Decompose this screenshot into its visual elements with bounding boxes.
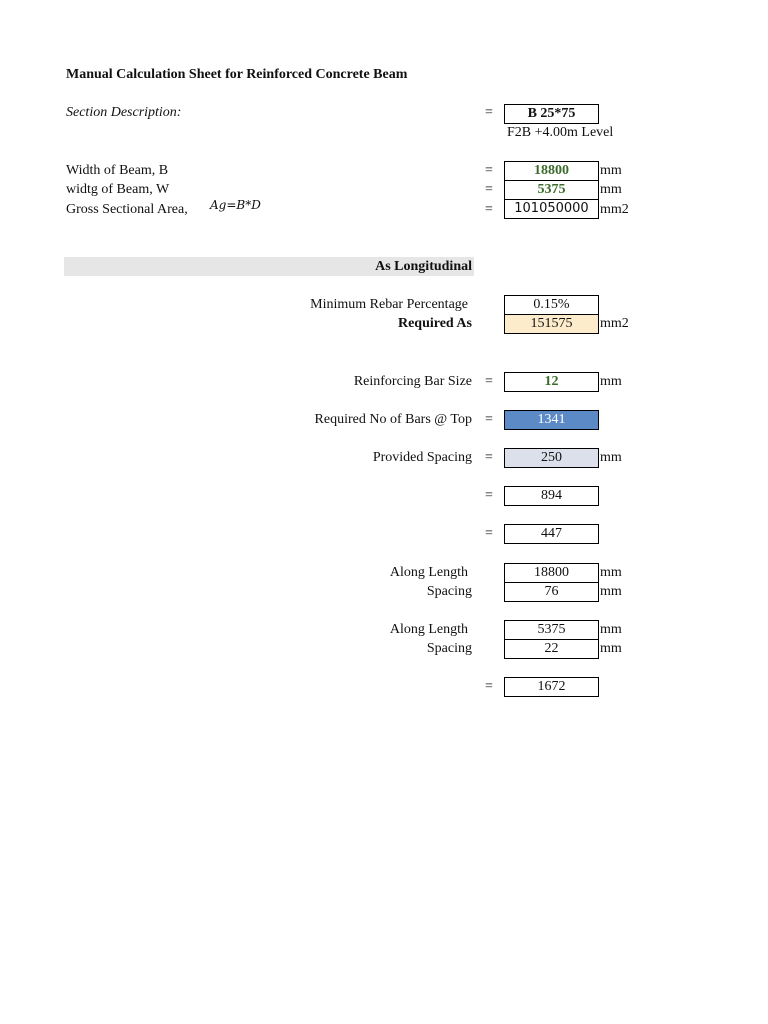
along-length-cell[interactable]: 5375 bbox=[504, 620, 599, 640]
section-description-label: Section Description: bbox=[66, 105, 182, 120]
equals-sign: = bbox=[485, 202, 493, 217]
provided-spacing-cell[interactable]: 250 bbox=[504, 448, 599, 468]
equals-sign: = bbox=[485, 182, 493, 197]
bar-size-label: Reinforcing Bar Size bbox=[353, 374, 472, 389]
required-as-label: Required As bbox=[397, 316, 472, 331]
required-as-unit: mm2 bbox=[600, 316, 629, 331]
spacing-label: Spacing bbox=[426, 584, 472, 599]
width-of-beam-cell[interactable]: 18800 bbox=[504, 161, 599, 181]
width-unit: mm bbox=[600, 163, 622, 178]
widtg-of-beam-label: widtg of Beam, W bbox=[66, 182, 170, 197]
along-length-label: Along Length bbox=[389, 622, 468, 637]
sheet-title: Manual Calculation Sheet for Reinforced Concrete Beam bbox=[66, 67, 408, 82]
provided-spacing-unit: mm bbox=[600, 450, 622, 465]
gross-area-formula: Ag=B*D bbox=[210, 198, 261, 212]
widtg-of-beam-cell[interactable]: 5375 bbox=[504, 180, 599, 200]
equals-sign: = bbox=[485, 679, 493, 694]
min-rebar-cell[interactable]: 0.15% bbox=[504, 295, 599, 315]
section-value-cell[interactable]: B 25*75 bbox=[504, 104, 599, 124]
calc-cell-894[interactable]: 894 bbox=[504, 486, 599, 506]
widtg-unit: mm bbox=[600, 182, 622, 197]
as-longitudinal-heading: As Longitudinal bbox=[375, 259, 472, 274]
as-longitudinal-band bbox=[64, 257, 474, 276]
no-bars-cell[interactable]: 1341 bbox=[504, 410, 599, 430]
provided-spacing-label: Provided Spacing bbox=[372, 450, 472, 465]
bar-size-cell[interactable]: 12 bbox=[504, 372, 599, 392]
calc-cell-1672[interactable]: 1672 bbox=[504, 677, 599, 697]
along-length-unit: mm bbox=[600, 622, 622, 637]
bar-size-unit: mm bbox=[600, 374, 622, 389]
spacing-unit: mm bbox=[600, 641, 622, 656]
equals-sign: = bbox=[485, 450, 493, 465]
equals-sign: = bbox=[485, 105, 493, 120]
min-rebar-label: Minimum Rebar Percentage bbox=[310, 297, 468, 312]
spacing-cell[interactable]: 22 bbox=[504, 639, 599, 659]
section-level-text: F2B +4.00m Level bbox=[507, 125, 614, 140]
along-length-cell[interactable]: 18800 bbox=[504, 563, 599, 583]
width-of-beam-label: Width of Beam, B bbox=[66, 163, 169, 178]
gross-area-unit: mm2 bbox=[600, 202, 629, 217]
no-bars-label: Required No of Bars @ Top bbox=[314, 412, 472, 427]
along-length-label: Along Length bbox=[389, 565, 468, 580]
equals-sign: = bbox=[485, 374, 493, 389]
equals-sign: = bbox=[485, 526, 493, 541]
along-length-unit: mm bbox=[600, 565, 622, 580]
gross-area-cell[interactable]: 101050000 bbox=[504, 199, 599, 219]
calc-cell-447[interactable]: 447 bbox=[504, 524, 599, 544]
equals-sign: = bbox=[485, 163, 493, 178]
required-as-cell[interactable]: 151575 bbox=[504, 314, 599, 334]
spacing-label: Spacing bbox=[426, 641, 472, 656]
equals-sign: = bbox=[485, 412, 493, 427]
equals-sign: = bbox=[485, 488, 493, 503]
spacing-cell[interactable]: 76 bbox=[504, 582, 599, 602]
gross-area-label: Gross Sectional Area, bbox=[66, 202, 188, 217]
spacing-unit: mm bbox=[600, 584, 622, 599]
